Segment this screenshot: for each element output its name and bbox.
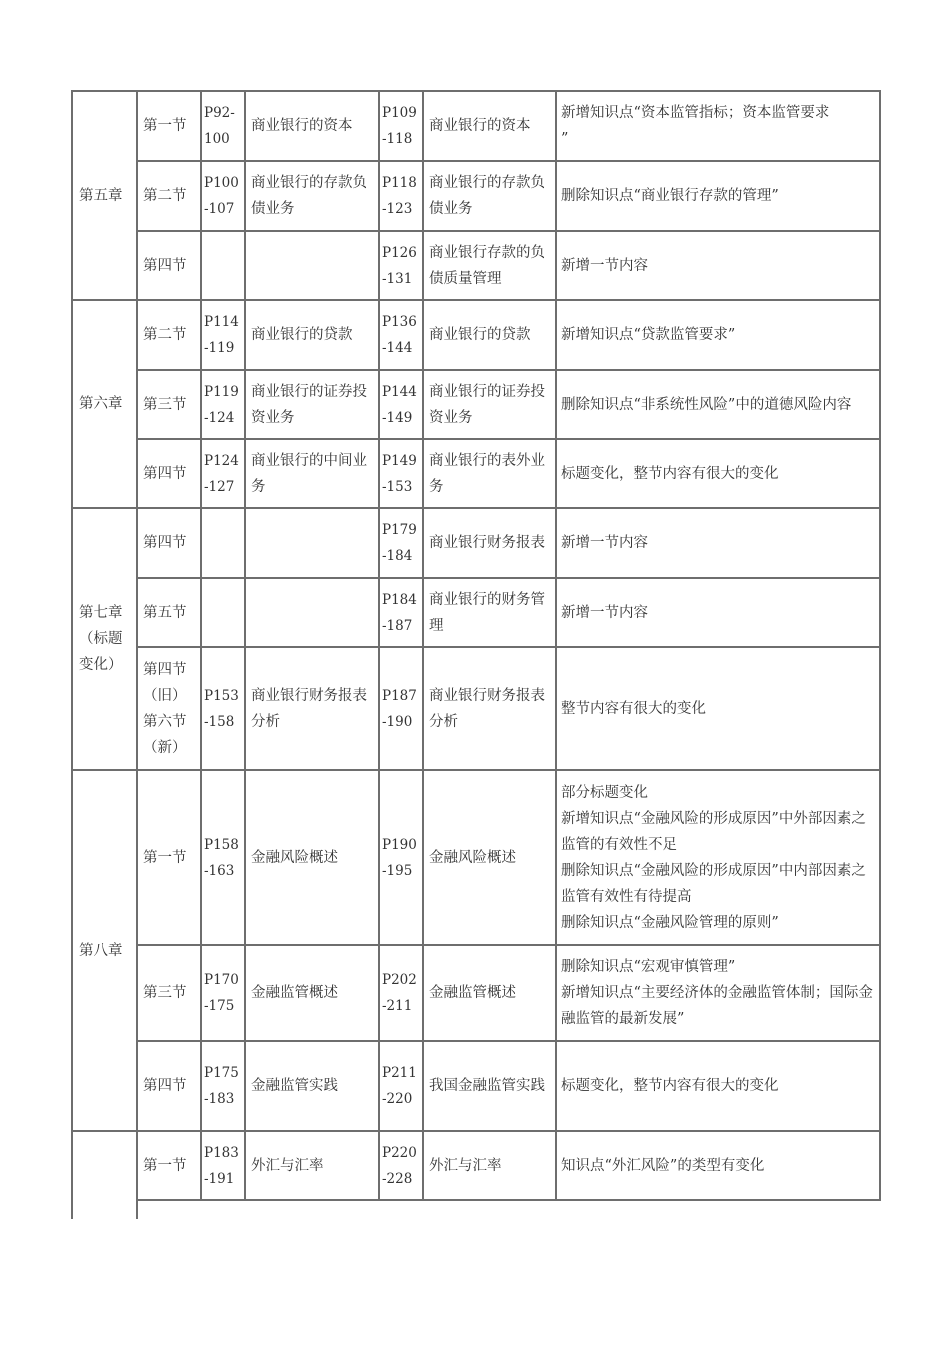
section-cell: 第一节 [137, 1131, 201, 1200]
new-page-cell: P211 -220 [379, 1041, 423, 1131]
new-title-cell: 金融监管概述 [423, 945, 556, 1041]
section-cell: 第二节 [137, 300, 201, 370]
new-page-cell: P179 -184 [379, 508, 423, 578]
chapter-cell: 第八章 [72, 770, 137, 1131]
new-page-cell: P109 -118 [379, 91, 423, 161]
new-title-cell: 商业银行的存款负债业务 [423, 161, 556, 231]
section-cell: 第三节 [137, 370, 201, 439]
old-page-cell: P114 -119 [201, 300, 245, 370]
table-row [72, 1041, 880, 1131]
section-cell: 第四节 [137, 508, 201, 578]
old-title-cell [245, 508, 379, 578]
table-row [72, 300, 880, 370]
chapter-cell [72, 1131, 137, 1200]
old-page-cell: P183 -191 [201, 1131, 245, 1200]
new-title-cell: 商业银行财务报表 [423, 508, 556, 578]
table-row [72, 1131, 880, 1200]
old-page-cell: P158 -163 [201, 770, 245, 945]
new-title-cell: 我国金融监管实践 [423, 1041, 556, 1131]
old-title-cell: 商业银行财务报表分析 [245, 647, 379, 770]
new-page-cell: P126 -131 [379, 231, 423, 300]
section-cell: 第四节 [137, 1041, 201, 1131]
new-title-cell: 商业银行的表外业务 [423, 439, 556, 508]
section-cell: 第五节 [137, 578, 201, 647]
new-title-cell: 商业银行的贷款 [423, 300, 556, 370]
new-title-cell: 商业银行的财务管理 [423, 578, 556, 647]
new-title-cell: 商业银行存款的负债质量管理 [423, 231, 556, 300]
new-title-cell: 商业银行财务报表分析 [423, 647, 556, 770]
old-page-cell: P124 -127 [201, 439, 245, 508]
change-note-cell: 新增一节内容 [556, 578, 880, 647]
section-cell: 第四节 （旧） 第六节 （新） [137, 647, 201, 770]
change-note-cell: 删除知识点“商业银行存款的管理” [556, 161, 880, 231]
table-row [72, 231, 880, 300]
old-title-cell [245, 231, 379, 300]
chapter-cell: 第七章 （标题 变化） [72, 508, 137, 770]
old-page-cell: P175 -183 [201, 1041, 245, 1131]
table-row [72, 439, 880, 508]
old-page-cell: P119 -124 [201, 370, 245, 439]
table-row [72, 770, 880, 945]
change-note-cell: 新增一节内容 [556, 231, 880, 300]
change-note-cell: 标题变化，整节内容有很大的变化 [556, 1041, 880, 1131]
section-cell: 第一节 [137, 91, 201, 161]
change-note-cell: 删除知识点“宏观审慎管理” 新增知识点“主要经济体的金融监管体制；国际金融监管的最新发展” [556, 945, 880, 1041]
old-page-cell: P170 -175 [201, 945, 245, 1041]
change-note-cell: 标题变化，整节内容有很大的变化 [556, 439, 880, 508]
change-note-cell: 新增知识点“贷款监管要求” [556, 300, 880, 370]
chapter-cell: 第五章 [72, 91, 137, 300]
table-row [72, 161, 880, 231]
new-title-cell: 外汇与汇率 [423, 1131, 556, 1200]
table-continuation-edge [71, 1197, 138, 1219]
change-note-cell: 删除知识点“非系统性风险”中的道德风险内容 [556, 370, 880, 439]
old-title-cell [245, 578, 379, 647]
table-row [72, 945, 880, 1041]
old-page-cell: P153 -158 [201, 647, 245, 770]
change-note-cell: 新增一节内容 [556, 508, 880, 578]
new-title-cell: 商业银行的证券投资业务 [423, 370, 556, 439]
change-note-cell: 部分标题变化 新增知识点“金融风险的形成原因”中外部因素之监管的有效性不足 删除知识点“金融风险的形成原因”中内部因素之监管有效性有待提高 删除知识点“金融风险管理的原则” [556, 770, 880, 945]
new-page-cell: P149 -153 [379, 439, 423, 508]
table-row [72, 508, 880, 578]
old-title-cell: 商业银行的中间业务 [245, 439, 379, 508]
table-row [72, 647, 880, 770]
section-cell: 第三节 [137, 945, 201, 1041]
table-row [72, 578, 880, 647]
new-page-cell: P118 -123 [379, 161, 423, 231]
old-title-cell: 金融风险概述 [245, 770, 379, 945]
old-title-cell: 商业银行的贷款 [245, 300, 379, 370]
old-page-cell [201, 508, 245, 578]
old-title-cell: 外汇与汇率 [245, 1131, 379, 1200]
section-cell: 第四节 [137, 231, 201, 300]
table-row [72, 370, 880, 439]
new-title-cell: 商业银行的资本 [423, 91, 556, 161]
change-note-cell: 新增知识点“资本监管指标；资本监管要求 ” [556, 91, 880, 161]
section-cell: 第一节 [137, 770, 201, 945]
old-title-cell: 金融监管实践 [245, 1041, 379, 1131]
old-page-cell [201, 578, 245, 647]
old-title-cell: 商业银行的存款负债业务 [245, 161, 379, 231]
new-page-cell: P202 -211 [379, 945, 423, 1041]
new-page-cell: P184 -187 [379, 578, 423, 647]
change-note-cell: 整节内容有很大的变化 [556, 647, 880, 770]
new-page-cell: P220 -228 [379, 1131, 423, 1200]
old-page-cell: P100 -107 [201, 161, 245, 231]
old-title-cell: 金融监管概述 [245, 945, 379, 1041]
section-cell: 第二节 [137, 161, 201, 231]
new-page-cell: P187 -190 [379, 647, 423, 770]
textbook-change-table [71, 90, 881, 1201]
section-cell: 第四节 [137, 439, 201, 508]
old-page-cell: P92- 100 [201, 91, 245, 161]
old-title-cell: 商业银行的资本 [245, 91, 379, 161]
old-page-cell [201, 231, 245, 300]
new-page-cell: P136 -144 [379, 300, 423, 370]
table-row [72, 91, 880, 161]
change-note-cell: 知识点“外汇风险”的类型有变化 [556, 1131, 880, 1200]
new-page-cell: P190 -195 [379, 770, 423, 945]
new-page-cell: P144 -149 [379, 370, 423, 439]
new-title-cell: 金融风险概述 [423, 770, 556, 945]
old-title-cell: 商业银行的证券投资业务 [245, 370, 379, 439]
chapter-cell: 第六章 [72, 300, 137, 508]
